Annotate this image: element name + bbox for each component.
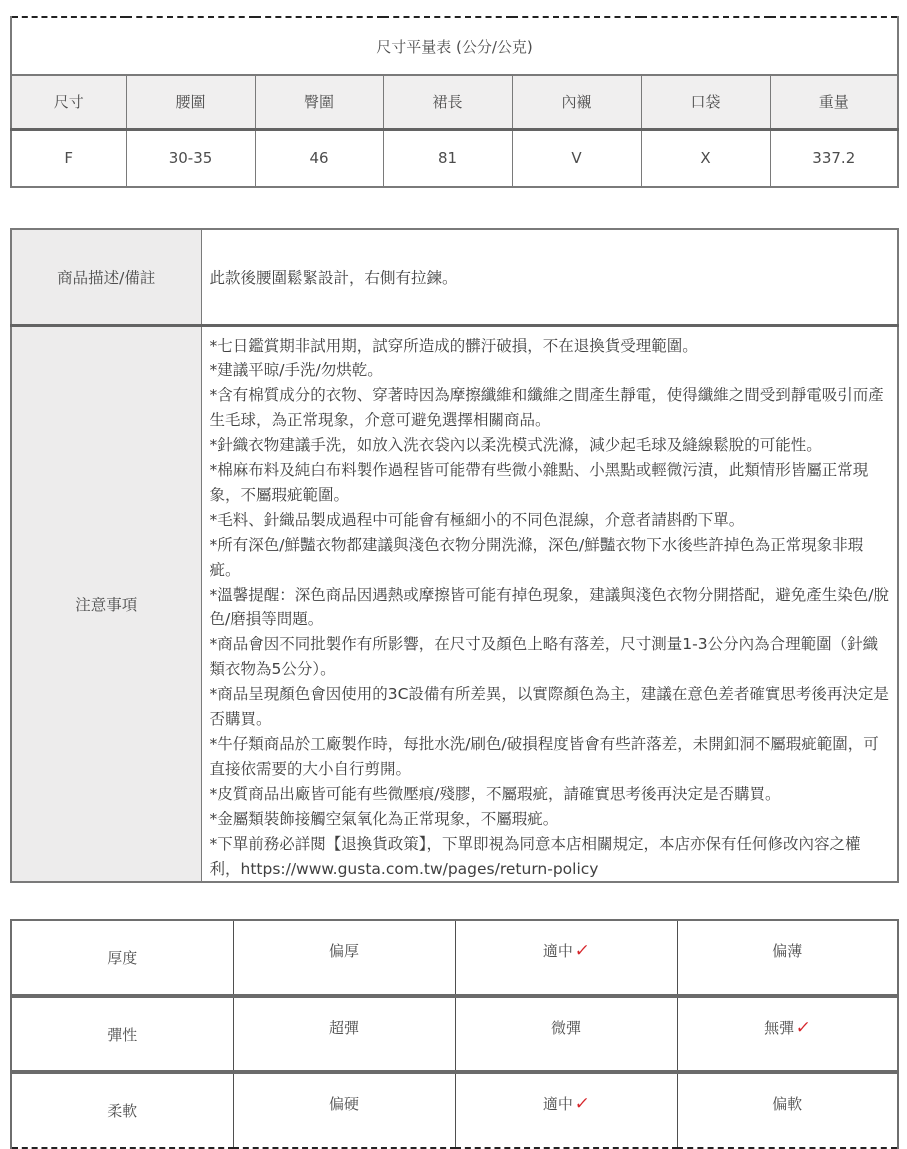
attr-option — [677, 920, 898, 996]
note-line: *棉麻布料及純白布料製作過程皆可能帶有些微小雜點、小黑點或輕微污漬，此類情形皆屬正常現象，不屬瑕疵範圍。 — [209, 461, 869, 504]
note-line: *溫馨提醒：深色商品因遇熱或摩擦皆可能有掉色現象，建議與淺色衣物分開搭配，避免產生染色/脫色/磨損等問題。 — [209, 585, 889, 629]
attr-option-label: 偏厚 — [328, 942, 359, 961]
header-cell-lining: 內襯 — [512, 75, 641, 129]
data-cell-weight: 337.2 — [770, 129, 898, 187]
attr-option-label: 適中 — [542, 942, 573, 961]
notes-label-cell: 注意事項 — [11, 325, 201, 882]
check-icon: ✓ — [794, 1017, 812, 1038]
attr-row-softness — [11, 1072, 898, 1148]
note-line: *針織衣物建議手洗，如放入洗衣袋內以柔洗模式洗滌，減少起毛球及縫線鬆脫的可能性。 — [209, 436, 822, 455]
data-cell-lining: V — [512, 129, 641, 187]
note-line: *金屬類裝飾接觸空氣氧化為正常現象，不屬瑕疵。 — [209, 809, 559, 828]
check-icon: ✓ — [573, 1094, 591, 1115]
header-cell-waist: 腰圍 — [126, 75, 255, 129]
header-cell-hip: 臀圍 — [255, 75, 383, 129]
attr-option-label: 超彈 — [328, 1018, 359, 1037]
note-line: *牛仔類商品於工廠製作時，每批水洗/刷色/破損程度皆會有些許落差，未開釦洞不屬瑕疵範圍，可直接依需要的大小自行剪開。 — [209, 735, 879, 778]
description-content-cell: 此款後腰圍鬆緊設計，右側有拉鍊。 — [201, 229, 898, 325]
description-notes-table — [10, 228, 899, 883]
data-cell-waist: 30-35 — [126, 129, 255, 187]
attr-option — [233, 996, 455, 1072]
attr-option-label: 偏硬 — [328, 1095, 359, 1114]
note-line-return-policy: *下單前務必詳閱【退換貨政策】，下單即視為同意本店相關規定，本店亦保有任何修改內容之權利，https://www.gusta.com.tw/pages/return-policy — [209, 834, 861, 878]
header-cell-weight: 重量 — [770, 75, 898, 129]
size-table-data-row — [11, 129, 898, 187]
attr-label-thickness: 厚度 — [11, 920, 233, 996]
attr-option-label: 微彈 — [550, 1018, 581, 1037]
header-cell-pocket: 口袋 — [641, 75, 770, 129]
note-line: *建議平晾/手洗/勿烘乾。 — [209, 361, 383, 380]
description-label-cell: 商品描述/備註 — [11, 229, 201, 325]
size-table-title-row — [11, 17, 898, 75]
product-spec-page — [0, 16, 907, 1136]
attr-option — [455, 1072, 677, 1148]
note-line: *所有深色/鮮豔衣物都建議與淺色衣物分開洗滌，深色/鮮豔衣物下水後些許掉色為正常現象非瑕疵。 — [209, 535, 864, 579]
attr-row-elasticity — [11, 996, 898, 1072]
attr-option — [455, 920, 677, 996]
header-cell-skirt-length: 裙長 — [383, 75, 512, 129]
note-line: *七日鑑賞期非試用期，試穿所造成的髒汙破損，不在退換貨受理範圍。 — [209, 336, 698, 355]
size-measurement-table — [10, 16, 899, 188]
description-row — [11, 229, 898, 325]
note-line: *毛料、針織品製成過程中可能會有極細小的不同色混線，介意者請斟酌下單。 — [209, 510, 745, 529]
data-cell-hip: 46 — [255, 129, 383, 187]
header-cell-size: 尺寸 — [11, 75, 126, 129]
size-table-header-row — [11, 75, 898, 129]
attr-label-softness: 柔軟 — [11, 1072, 233, 1148]
attr-option — [233, 920, 455, 996]
attr-option-label: 無彈 — [764, 1018, 795, 1037]
data-cell-pocket: X — [641, 129, 770, 187]
notes-row — [11, 325, 898, 882]
note-line: *商品呈現顏色會因使用的3C設備有所差異，以實際顏色為主，建議在意色差者確實思考後再決定是否購買。 — [209, 685, 889, 729]
attr-option — [233, 1072, 455, 1148]
attr-option — [677, 1072, 898, 1148]
attr-row-thickness — [11, 920, 898, 996]
note-line: *含有棉質成分的衣物、穿著時因為摩擦纖維和纖維之間產生靜電，使得纖維之間受到靜電吸引而產生毛球，為正常現象，介意可避免選擇相關商品。 — [209, 386, 884, 430]
note-line: *商品會因不同批製作有所影響，在尺寸及顏色上略有落差，尺寸測量1-3公分內為合理範圍（針織類衣物為5公分）。 — [209, 635, 879, 679]
attr-option-label: 偏薄 — [772, 942, 803, 961]
data-cell-skirt-length: 81 — [383, 129, 512, 187]
note-line: *皮質商品出廠皆可能有些微壓痕/殘膠，不屬瑕疵，請確實思考後再決定是否購買。 — [209, 784, 781, 803]
size-table-title: 尺寸平量表 (公分/公克) — [11, 17, 898, 75]
attributes-table — [10, 919, 899, 1149]
attr-option-label: 偏軟 — [772, 1095, 803, 1114]
data-cell-size: F — [11, 129, 126, 187]
notes-content-cell — [201, 325, 898, 882]
check-icon: ✓ — [573, 941, 591, 962]
attr-option — [455, 996, 677, 1072]
attr-label-elasticity: 彈性 — [11, 996, 233, 1072]
attr-option — [677, 996, 898, 1072]
attr-option-label: 適中 — [542, 1095, 573, 1114]
